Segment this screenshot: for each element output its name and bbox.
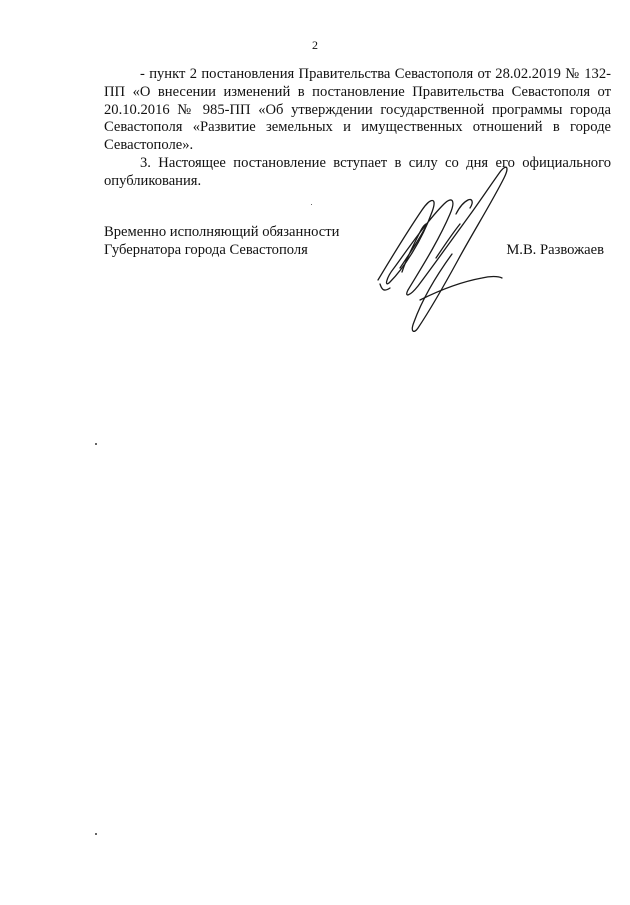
signatory-title-line1: Временно исполняющий обязанности — [104, 224, 340, 240]
handwritten-signature — [360, 150, 530, 340]
signatory-title-line2: Губернатора города Севастополя — [104, 241, 308, 258]
scan-speck — [95, 443, 97, 445]
document-body — [104, 66, 611, 191]
page-number: 2 — [312, 38, 318, 52]
paragraph-item-2: - пункт 2 постановления Правительства Севастополя от 28.02.2019 № 132-ПП «О внесении изменений в постановление Правительства Севастополя от 20.10.2016 № 985-ПП «Об утверждении государственной программы города Севастополя «Развитие земельных и имущественных отношений в городе Севастополе». — [104, 66, 611, 154]
signatory-title — [104, 224, 339, 260]
signatory-name: М.В. Развожаев — [506, 242, 604, 258]
scan-speck — [95, 833, 97, 835]
scan-speck — [311, 204, 312, 205]
paragraph-effective-date: 3. Настоящее постановление вступает в силу со дня его официального опубликования. — [104, 154, 611, 189]
